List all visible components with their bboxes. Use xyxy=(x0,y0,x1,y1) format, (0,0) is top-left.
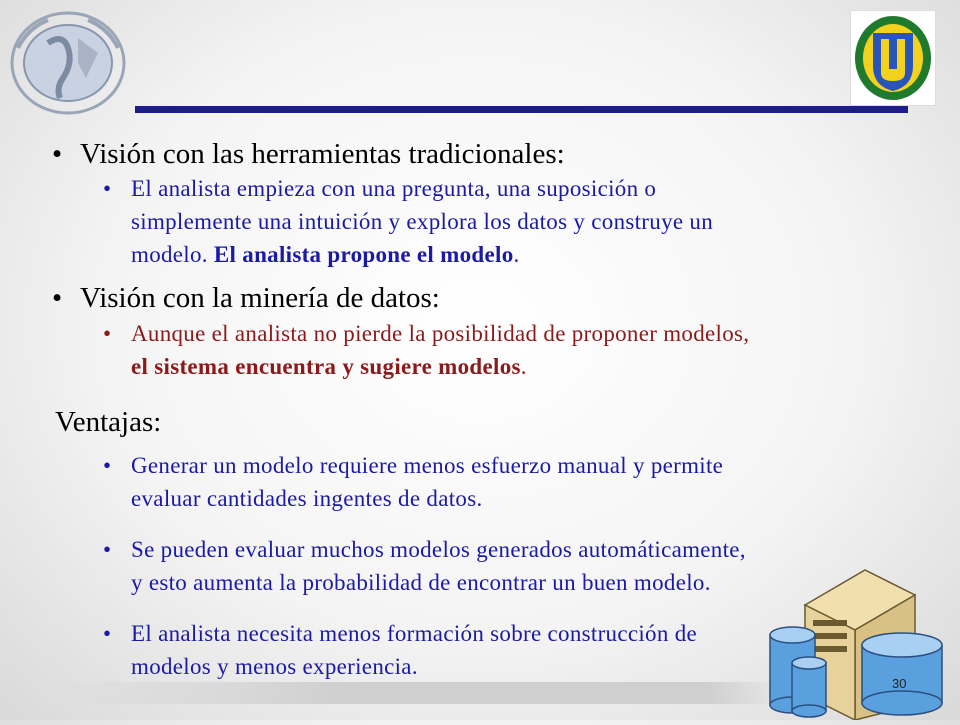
sub-bullet: • xyxy=(103,321,112,346)
server-database-icon xyxy=(765,565,955,720)
sub-bullet: • xyxy=(103,621,112,646)
advantage-item: El analista necesita menos formación sobre construcción de modelos y menos experiencia. xyxy=(131,621,698,679)
page-number: 30 xyxy=(892,676,907,691)
bullet-text: El analista empieza con una pregunta, una suposición o simplemente una intuición y explora los datos y construye un modelo. El analista propone el modelo. xyxy=(131,176,714,267)
section-title: Visión con la minería de datos: xyxy=(80,282,440,314)
sub-bullet: • xyxy=(103,176,112,201)
advantage-item: Generar un modelo requiere menos esfuerzo manual y permite evaluar cantidades ingentes de datos. xyxy=(131,453,724,511)
sub-bullet: • xyxy=(103,453,112,478)
header-rule xyxy=(135,106,908,113)
advantage-item: Se pueden evaluar muchos modelos generados automáticamente, y esto aumenta la probabilidad de encontrar un buen modelo. xyxy=(131,537,746,595)
section-bullet: • xyxy=(52,138,63,170)
footer-band xyxy=(50,682,780,704)
sub-bullet: • xyxy=(103,537,112,562)
section-bullet: • xyxy=(52,282,63,314)
unam-seal-logo xyxy=(8,8,128,118)
university-shield-logo xyxy=(850,10,936,106)
section-title: Visión con las herramientas tradicionales: xyxy=(80,138,565,170)
advantages-title: Ventajas: xyxy=(55,406,162,438)
bullet-text: Aunque el analista no pierde la posibilidad de proponer modelos, el sistema encuentra y sugiere modelos. xyxy=(131,321,750,379)
